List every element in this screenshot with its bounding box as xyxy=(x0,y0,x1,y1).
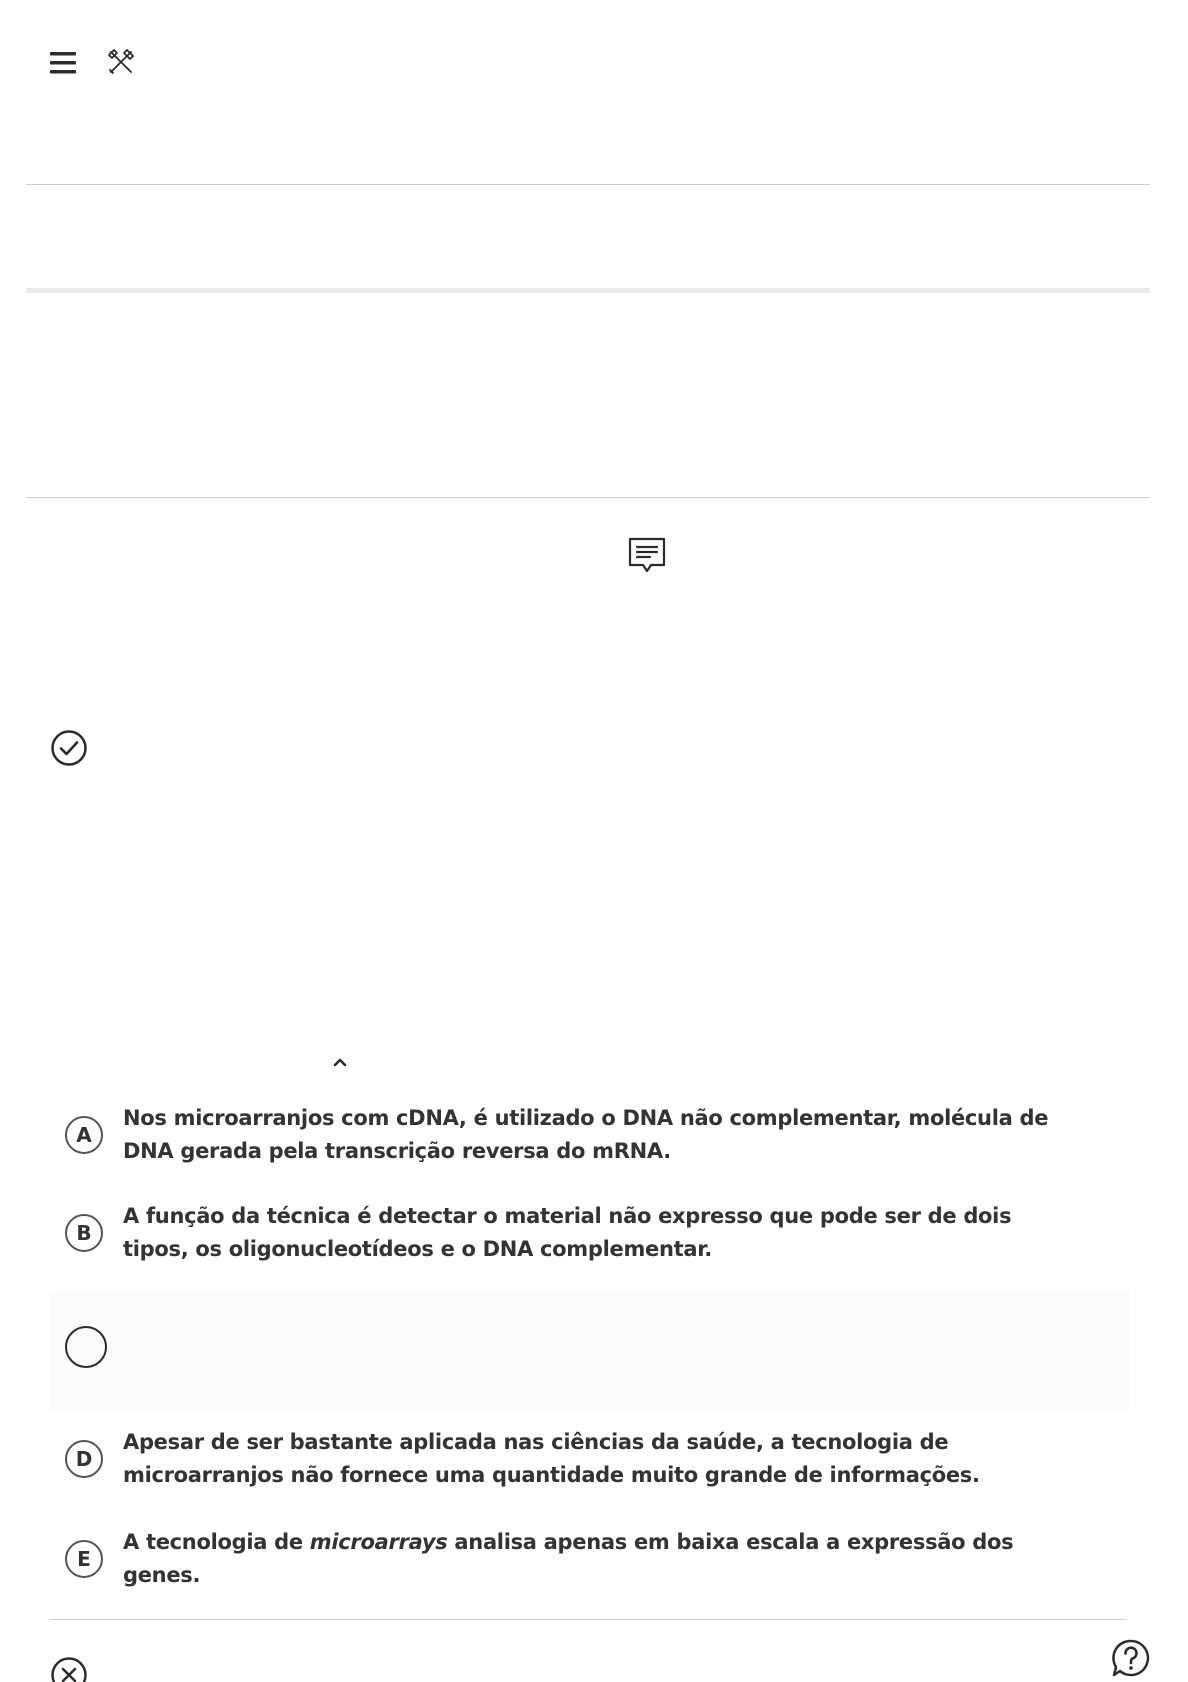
option-letter: D xyxy=(65,1440,103,1478)
option-text: Nos microarranjos com cDNA, é utilizado o DNA não complementar, molécula de DNA gerada pela transcrição reversa do mRNA. xyxy=(123,1106,1049,1163)
chevron-up-icon[interactable] xyxy=(333,1057,347,1067)
option-c-radio[interactable] xyxy=(65,1326,107,1368)
option-letter: E xyxy=(65,1540,103,1578)
option-e[interactable] xyxy=(65,1526,1125,1592)
option-a[interactable] xyxy=(65,1102,1125,1168)
option-letter: A xyxy=(65,1116,103,1154)
option-text: A função da técnica é detectar o material não expresso que pode ser de dois tipos, os oligonucleotídeos e o DNA complementar. xyxy=(123,1204,1012,1261)
divider-thick xyxy=(26,288,1150,293)
help-icon[interactable] xyxy=(1111,1638,1151,1678)
option-text xyxy=(123,1526,1083,1592)
comment-icon[interactable] xyxy=(628,537,666,575)
check-circle-icon xyxy=(50,729,88,767)
close-circle-icon[interactable] xyxy=(50,1656,88,1682)
tools-icon[interactable] xyxy=(107,48,135,76)
option-b[interactable] xyxy=(65,1200,1125,1266)
option-text: Apesar de ser bastante aplicada nas ciências da saúde, a tecnologia de microarranjos não fornece uma quantidade muito grande de informações. xyxy=(123,1430,980,1487)
option-d[interactable] xyxy=(65,1426,1125,1492)
option-text-after: analisa apenas em baixa escala a expressão dos genes. xyxy=(123,1530,1014,1587)
divider xyxy=(26,184,1150,185)
option-text-emphasis: microarrays xyxy=(309,1530,448,1554)
menu-icon[interactable] xyxy=(50,52,76,74)
divider xyxy=(26,497,1150,498)
option-text-before: A tecnologia de xyxy=(123,1530,310,1554)
option-letter: B xyxy=(65,1214,103,1252)
footer-divider xyxy=(50,1619,1126,1620)
selected-option-background xyxy=(50,1290,1130,1410)
